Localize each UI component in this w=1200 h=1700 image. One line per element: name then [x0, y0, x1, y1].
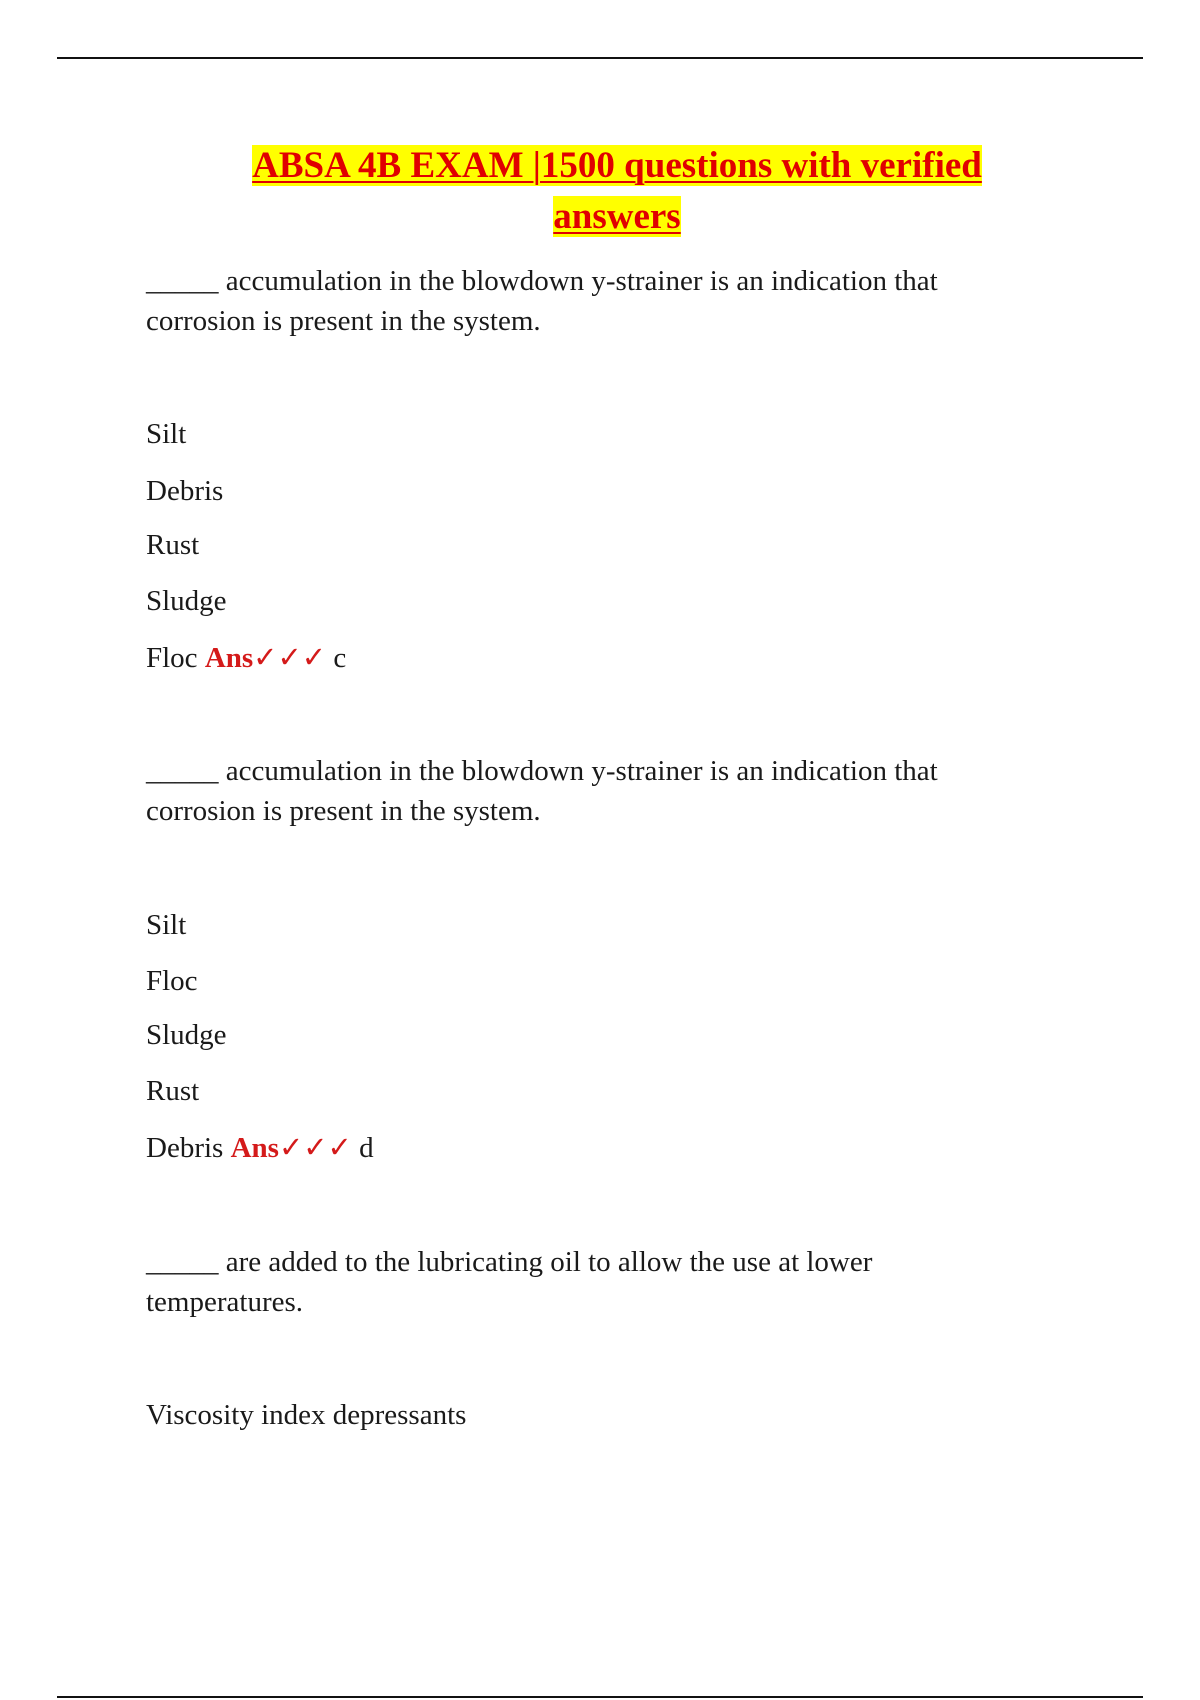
- answer-value: d: [359, 1132, 374, 1164]
- question-2-option-1: Silt: [146, 909, 187, 941]
- question-2-stem-line-1: _____ accumulation in the blowdown y-strainer is an indication that: [146, 755, 938, 787]
- question-1-answer-line: [146, 638, 346, 678]
- question-3-stem-line-2: temperatures.: [146, 1286, 304, 1318]
- question-2-stem-line-2: corrosion is present in the system.: [146, 795, 541, 827]
- question-3-stem-line-1: _____ are added to the lubricating oil to allow the use at lower: [146, 1246, 873, 1278]
- footer-rule: [57, 1696, 1143, 1698]
- question-2-option-5: Debris: [146, 1132, 224, 1164]
- question-2-option-4: Rust: [146, 1075, 200, 1107]
- question-2-option-3: Sludge: [146, 1019, 227, 1051]
- document-title: [146, 140, 1088, 242]
- answer-label: Ans: [204, 642, 254, 674]
- question-1-stem-line-2: corrosion is present in the system.: [146, 305, 541, 337]
- header-rule: [57, 57, 1143, 59]
- question-1-option-5: Floc: [146, 642, 198, 674]
- question-1-option-3: Rust: [146, 529, 200, 561]
- answer-value: c: [333, 642, 347, 674]
- question-1-stem-line-1: _____ accumulation in the blowdown y-strainer is an indication that: [146, 265, 938, 297]
- answer-label: Ans: [230, 1132, 279, 1164]
- question-2-answer-line: [146, 1128, 374, 1168]
- question-1-option-2: Debris: [146, 475, 224, 507]
- question-1-option-1: Silt: [146, 418, 187, 450]
- title-line-1: ABSA 4B EXAM |1500 questions with verified: [252, 145, 982, 186]
- question-3-option-1: Viscosity index depressants: [146, 1399, 467, 1431]
- question-2-option-2: Floc: [146, 965, 198, 997]
- question-1-option-4: Sludge: [146, 585, 227, 617]
- check-marks-icon: ✓✓✓: [278, 1132, 352, 1164]
- check-marks-icon: ✓✓✓: [253, 642, 327, 674]
- title-line-2: answers: [553, 196, 681, 237]
